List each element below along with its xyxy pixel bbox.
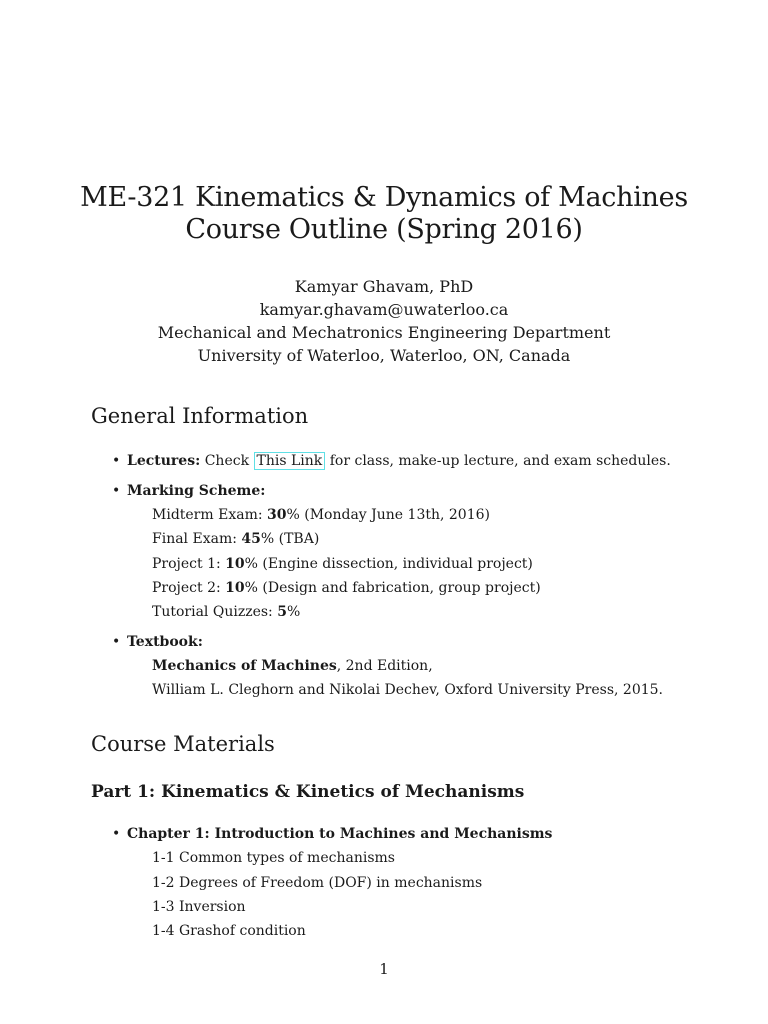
university: University of Waterloo, Waterloo, ON, Canada: [197, 346, 571, 365]
chapter1-label: Chapter 1: Introduction to Machines and Mechanisms: [127, 826, 553, 842]
bullet-icon: •: [112, 453, 121, 469]
textbook-title-line: [152, 657, 433, 675]
marking-line: [152, 555, 533, 573]
general-info-heading: General Information: [91, 404, 309, 428]
course-materials-heading: Course Materials: [91, 732, 275, 756]
lectures-pre: Check: [204, 453, 250, 469]
marking-text: Final Exam:: [152, 531, 242, 547]
title-line-1: ME-321 Kinematics & Dynamics of Machines: [80, 182, 688, 213]
textbook-edition: , 2nd Edition,: [336, 658, 433, 674]
marking-label: Marking Scheme:: [127, 483, 266, 499]
page-number: 1: [379, 960, 389, 978]
title-line-2: Course Outline (Spring 2016): [185, 214, 583, 245]
marking-percent: 5: [277, 604, 287, 620]
bullet-icon: •: [112, 634, 121, 650]
textbook-name: Mechanics of Machines: [152, 658, 337, 674]
textbook-authors: William L. Cleghorn and Nikolai Dechev, Oxford University Press, 2015.: [152, 682, 663, 698]
bullet-icon: •: [112, 826, 121, 842]
marking-item: [112, 482, 265, 500]
marking-text: Project 2:: [152, 580, 226, 596]
author: Kamyar Ghavam, PhD: [294, 277, 474, 296]
chapter1-item: [112, 825, 552, 843]
part1-heading: Part 1: Kinematics & Kinetics of Mechanisms: [91, 782, 525, 802]
marking-text: % (Monday June 13th, 2016): [286, 507, 490, 523]
this-link[interactable]: This Link: [254, 452, 326, 470]
lectures-item: [112, 452, 671, 470]
marking-percent: 10: [225, 556, 245, 572]
email: kamyar.ghavam@uwaterloo.ca: [259, 300, 509, 319]
marking-line: [152, 603, 300, 621]
marking-text: % (TBA): [260, 531, 320, 547]
topic-item: 1-4 Grashof condition: [152, 923, 306, 939]
marking-text: % (Design and fabrication, group project): [244, 580, 541, 596]
topic-item: 1-3 Inversion: [152, 899, 246, 915]
lectures-post: for class, make-up lecture, and exam schedules.: [329, 453, 671, 469]
marking-text: Project 1:: [152, 556, 226, 572]
marking-percent: 30: [267, 507, 287, 523]
textbook-label: Textbook:: [127, 634, 203, 650]
marking-text: % (Engine dissection, individual project): [244, 556, 533, 572]
lectures-label: Lectures:: [127, 453, 201, 469]
textbook-item: [112, 633, 203, 651]
marking-line: [152, 530, 319, 548]
marking-line: [152, 506, 490, 524]
marking-text: Tutorial Quizzes:: [152, 604, 278, 620]
department: Mechanical and Mechatronics Engineering Department: [157, 323, 611, 342]
topic-item: 1-1 Common types of mechanisms: [152, 850, 395, 866]
topic-item: 1-2 Degrees of Freedom (DOF) in mechanisms: [152, 875, 483, 891]
bullet-icon: •: [112, 483, 121, 499]
marking-percent: 45: [241, 531, 261, 547]
marking-percent: 10: [225, 580, 245, 596]
marking-text: %: [286, 604, 301, 620]
marking-text: Midterm Exam:: [152, 507, 268, 523]
marking-line: [152, 579, 541, 597]
